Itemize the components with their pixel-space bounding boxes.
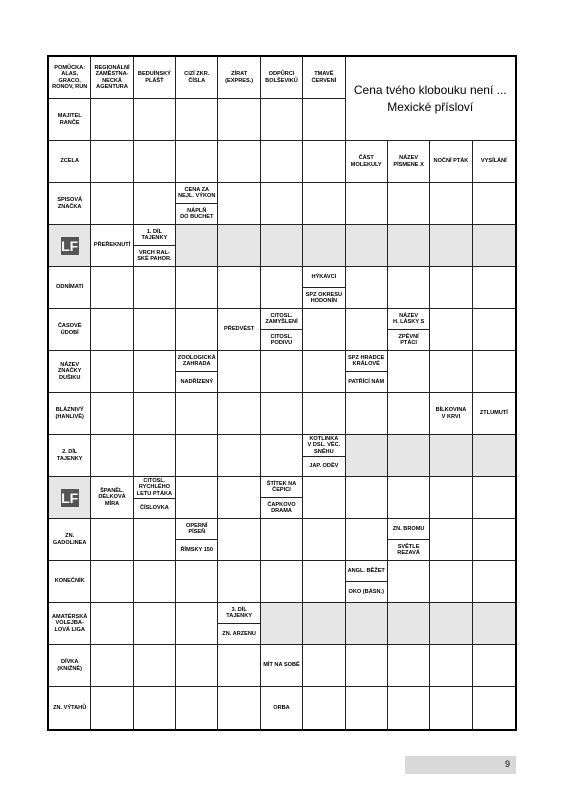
answer-cell[interactable] xyxy=(473,435,515,477)
answer-cell[interactable] xyxy=(388,393,430,435)
answer-cell[interactable] xyxy=(303,561,345,603)
answer-cell[interactable] xyxy=(261,267,303,309)
answer-cell[interactable] xyxy=(388,645,430,687)
answer-cell[interactable] xyxy=(176,267,218,309)
answer-cell[interactable] xyxy=(388,183,430,225)
answer-cell[interactable] xyxy=(388,603,430,645)
answer-cell[interactable] xyxy=(303,393,345,435)
clue-text: VYSÍLÁNÍ xyxy=(480,158,507,165)
answer-cell[interactable] xyxy=(176,141,218,183)
answer-cell[interactable] xyxy=(176,561,218,603)
clue-text: BLÁZNIVÝ (HANLIVĚ) xyxy=(55,407,84,420)
answer-cell[interactable] xyxy=(134,687,176,729)
lf-logo-icon: LF xyxy=(61,489,79,506)
clue-cell xyxy=(346,561,388,603)
clue-cell xyxy=(388,141,430,183)
answer-cell[interactable] xyxy=(176,99,218,141)
answer-cell[interactable] xyxy=(91,183,133,225)
answer-cell[interactable] xyxy=(218,687,260,729)
clue-text: ČÁST MOLEKULY xyxy=(350,155,382,168)
answer-cell[interactable] xyxy=(430,267,472,309)
clue-text: NÁPLŇ DO BUCHET xyxy=(176,203,217,224)
answer-cell[interactable] xyxy=(261,141,303,183)
clue-text: KOTLINKA V DSL. VĚC. SNĚHU xyxy=(307,436,341,455)
answer-cell[interactable] xyxy=(430,645,472,687)
answer-cell[interactable] xyxy=(134,267,176,309)
clue-cell xyxy=(261,645,303,687)
title-line-1: Cena tvého klobouku není ... xyxy=(353,83,507,98)
clue-text: KONEČNÍK xyxy=(54,578,85,585)
clue-text: MAJITEL RANČE xyxy=(57,113,82,126)
answer-cell[interactable] xyxy=(346,267,388,309)
answer-cell[interactable] xyxy=(346,645,388,687)
clue-text: NÁZEV ZNAČKY DUŠIKU xyxy=(58,361,82,381)
answer-cell[interactable] xyxy=(218,141,260,183)
clue-cell xyxy=(430,393,472,435)
clue-cell xyxy=(218,57,260,99)
answer-cell[interactable] xyxy=(91,309,133,351)
answer-cell[interactable] xyxy=(176,435,218,477)
clue-text: BEDUÍNSKÝ PLÁŠŤ xyxy=(137,71,171,84)
clue-text: PŘEDVÉST xyxy=(224,326,255,333)
clue-cell xyxy=(49,183,91,225)
answer-cell[interactable] xyxy=(261,183,303,225)
answer-cell[interactable] xyxy=(388,351,430,393)
answer-cell[interactable] xyxy=(218,99,260,141)
answer-cell[interactable] xyxy=(218,393,260,435)
answer-cell[interactable] xyxy=(473,183,515,225)
clue-text: SPZ HRADCE KRÁLOVÉ xyxy=(348,354,385,367)
answer-cell[interactable] xyxy=(346,477,388,519)
clue-cell xyxy=(49,57,91,99)
clue-text: 3. DÍL TAJENKY xyxy=(226,606,252,619)
clue-cell xyxy=(49,603,91,645)
clue-text: SPZ OKRESU HODONÍN xyxy=(303,287,344,308)
clue-text: ORBA xyxy=(273,704,290,711)
answer-cell[interactable] xyxy=(134,603,176,645)
clue-cell xyxy=(430,141,472,183)
clue-text: ANGL. BĚŽET xyxy=(347,567,385,574)
clue-text: VRCH RAL- SKÉ PAHOR. xyxy=(134,245,175,266)
clue-cell xyxy=(261,687,303,729)
answer-cell[interactable] xyxy=(303,183,345,225)
clue-cell xyxy=(388,309,430,351)
answer-cell[interactable] xyxy=(261,351,303,393)
clue-cell xyxy=(49,267,91,309)
clue-cell xyxy=(388,519,430,561)
clue-text: NADŘÍZENÝ xyxy=(176,371,217,392)
answer-cell[interactable] xyxy=(388,687,430,729)
answer-cell[interactable] xyxy=(303,99,345,141)
answer-cell[interactable] xyxy=(218,477,260,519)
answer-cell[interactable] xyxy=(430,309,472,351)
answer-cell[interactable] xyxy=(176,309,218,351)
answer-cell[interactable] xyxy=(346,309,388,351)
answer-cell[interactable] xyxy=(176,687,218,729)
answer-cell[interactable] xyxy=(473,309,515,351)
clue-cell xyxy=(176,183,218,225)
answer-cell[interactable] xyxy=(134,99,176,141)
clue-text: ZN. GADOLINEA xyxy=(52,533,87,546)
answer-cell[interactable] xyxy=(134,351,176,393)
clue-text: JAP. ODĚV xyxy=(303,456,344,476)
answer-cell[interactable] xyxy=(218,519,260,561)
clue-cell xyxy=(176,57,218,99)
clue-text: HÝKAVCI xyxy=(311,273,337,280)
clue-cell xyxy=(303,267,345,309)
clue-text: CITOSL. ZAMYŠLENÍ xyxy=(265,312,298,325)
clue-text: CITOSL. RYCHLÉHO LETU PTÁKA xyxy=(136,478,173,497)
answer-cell[interactable] xyxy=(346,603,388,645)
crossword-grid xyxy=(47,55,517,731)
logo-cell xyxy=(49,225,91,267)
answer-cell[interactable] xyxy=(430,687,472,729)
answer-cell[interactable] xyxy=(346,519,388,561)
clue-cell xyxy=(49,309,91,351)
clue-text: PATŘÍCÍ NÁM xyxy=(346,371,387,392)
answer-cell[interactable] xyxy=(473,645,515,687)
answer-cell[interactable] xyxy=(261,519,303,561)
clue-text: NÁZEV PÍSMENE X xyxy=(393,155,424,168)
clue-text: ŘÍMSKY 150 xyxy=(176,539,217,560)
answer-cell[interactable] xyxy=(91,99,133,141)
clue-cell xyxy=(49,435,91,477)
clue-cell xyxy=(49,519,91,561)
answer-cell[interactable] xyxy=(303,309,345,351)
answer-cell[interactable] xyxy=(176,225,218,267)
clue-text: OPERNÍ PÍSEŇ xyxy=(186,522,208,535)
answer-cell[interactable] xyxy=(388,561,430,603)
answer-cell[interactable] xyxy=(473,225,515,267)
clue-text: ODNÍMATI xyxy=(56,284,84,291)
clue-cell xyxy=(303,435,345,477)
logo-cell xyxy=(49,477,91,519)
answer-cell[interactable] xyxy=(473,603,515,645)
clue-cell xyxy=(176,351,218,393)
answer-cell[interactable] xyxy=(91,351,133,393)
answer-cell[interactable] xyxy=(303,225,345,267)
answer-cell[interactable] xyxy=(261,561,303,603)
answer-cell[interactable] xyxy=(91,141,133,183)
answer-cell[interactable] xyxy=(388,225,430,267)
answer-cell[interactable] xyxy=(303,477,345,519)
clue-text: ČÍSLOVKA xyxy=(134,498,175,518)
answer-cell[interactable] xyxy=(346,183,388,225)
lf-logo-icon: LF xyxy=(61,237,79,254)
answer-cell[interactable] xyxy=(134,519,176,561)
clue-text: ŠPANĚL. DÉLKOVÁ MÍRA xyxy=(98,487,126,507)
clue-cell xyxy=(303,57,345,99)
clue-text: NÁZEV H. LÁSKY S xyxy=(392,312,425,325)
answer-cell[interactable] xyxy=(176,477,218,519)
answer-cell[interactable] xyxy=(430,603,472,645)
answer-cell[interactable] xyxy=(346,687,388,729)
clue-cell xyxy=(261,477,303,519)
clue-cell xyxy=(134,477,176,519)
clue-text: TMAVĚ ČERVENÍ xyxy=(311,71,337,84)
answer-cell[interactable] xyxy=(473,519,515,561)
clue-text: POMŮCKA: ALAS, GRACO, RONOV, RUN xyxy=(52,64,88,90)
answer-cell[interactable] xyxy=(473,267,515,309)
answer-cell[interactable] xyxy=(303,141,345,183)
answer-cell[interactable] xyxy=(388,435,430,477)
answer-cell[interactable] xyxy=(430,225,472,267)
clue-text: BÍLKOVINA V KRVI xyxy=(435,407,467,420)
clue-cell xyxy=(49,351,91,393)
answer-cell[interactable] xyxy=(218,351,260,393)
answer-cell[interactable] xyxy=(473,561,515,603)
puzzle-title xyxy=(346,57,515,141)
answer-cell[interactable] xyxy=(473,477,515,519)
clue-text: ZPĚVNÍ PTÁCI xyxy=(388,329,429,350)
clue-cell xyxy=(49,687,91,729)
answer-cell[interactable] xyxy=(218,225,260,267)
answer-cell[interactable] xyxy=(261,603,303,645)
answer-cell[interactable] xyxy=(91,561,133,603)
answer-cell[interactable] xyxy=(261,225,303,267)
answer-cell[interactable] xyxy=(430,477,472,519)
answer-cell[interactable] xyxy=(430,351,472,393)
answer-cell[interactable] xyxy=(218,183,260,225)
answer-cell[interactable] xyxy=(388,267,430,309)
clue-cell xyxy=(134,225,176,267)
answer-cell[interactable] xyxy=(303,645,345,687)
answer-cell[interactable] xyxy=(91,519,133,561)
clue-cell xyxy=(346,141,388,183)
answer-cell[interactable] xyxy=(91,603,133,645)
clue-text: DÍVKA (KNIŽNĚ) xyxy=(57,659,82,672)
answer-cell[interactable] xyxy=(430,183,472,225)
clue-text: CITOSL. PODIVU xyxy=(261,329,302,350)
answer-cell[interactable] xyxy=(303,351,345,393)
clue-cell xyxy=(91,225,133,267)
answer-cell[interactable] xyxy=(303,687,345,729)
clue-cell xyxy=(346,351,388,393)
answer-cell[interactable] xyxy=(134,645,176,687)
answer-cell[interactable] xyxy=(218,267,260,309)
clue-text: ČAPKOVO DRAMA xyxy=(261,497,302,518)
answer-cell[interactable] xyxy=(91,645,133,687)
clue-cell xyxy=(473,393,515,435)
clue-text: ODPŮRCI BOLŠEVIKŮ xyxy=(265,71,298,84)
clue-text: ZN. VÝTAHŮ xyxy=(53,704,87,711)
clue-text: 2. DÍL TAJENKY xyxy=(56,449,83,462)
answer-cell[interactable] xyxy=(430,561,472,603)
clue-text: 1. DÍL TAJENKY xyxy=(141,228,168,241)
answer-cell[interactable] xyxy=(134,309,176,351)
answer-cell[interactable] xyxy=(134,141,176,183)
answer-cell[interactable] xyxy=(473,351,515,393)
answer-cell[interactable] xyxy=(218,435,260,477)
answer-cell[interactable] xyxy=(261,435,303,477)
clue-cell xyxy=(218,309,260,351)
page-number: 9 xyxy=(504,759,510,769)
answer-cell[interactable] xyxy=(176,393,218,435)
clue-text: ČASOVÉ ÚDOBÍ xyxy=(57,323,82,336)
clue-text: MÍT NA SOBĚ xyxy=(263,662,300,669)
answer-cell[interactable] xyxy=(346,435,388,477)
clue-cell xyxy=(218,603,260,645)
page-number-box xyxy=(405,756,516,774)
answer-cell[interactable] xyxy=(388,477,430,519)
clue-text: NOČNÍ PTÁK xyxy=(433,158,469,165)
clue-text: ZN. ARZENU xyxy=(218,623,259,644)
answer-cell[interactable] xyxy=(473,687,515,729)
clue-text: ZN. BROMU xyxy=(392,525,425,532)
answer-cell[interactable] xyxy=(134,435,176,477)
clue-cell xyxy=(134,57,176,99)
clue-text: ŠTÍTEK NA ČEPICI xyxy=(266,480,297,493)
clue-cell xyxy=(91,57,133,99)
answer-cell[interactable] xyxy=(91,687,133,729)
clue-cell xyxy=(49,561,91,603)
answer-cell[interactable] xyxy=(91,435,133,477)
clue-text: CENA ZA NEJL. VÝKON xyxy=(178,186,216,199)
clue-cell xyxy=(261,57,303,99)
clue-text: AMATÉRSKÁ VOLEJBA- LOVÁ LIGA xyxy=(52,613,88,633)
clue-cell xyxy=(176,519,218,561)
clue-cell xyxy=(49,645,91,687)
clue-text: ZCELA xyxy=(60,158,79,165)
answer-cell[interactable] xyxy=(261,99,303,141)
answer-cell[interactable] xyxy=(134,393,176,435)
clue-text: CIZÍ ZKR. ČÍSLA xyxy=(184,71,210,84)
clue-text: REGIONÁLNÍ ZAMĚSTNA- NECKÁ AGENTURA xyxy=(94,64,130,90)
answer-cell[interactable] xyxy=(303,519,345,561)
clue-text: SPISOVÁ ZNAČKA xyxy=(57,197,83,210)
clue-text: SVĚTLE REZAVÁ xyxy=(388,539,429,560)
answer-cell[interactable] xyxy=(218,561,260,603)
answer-cell[interactable] xyxy=(91,267,133,309)
clue-cell xyxy=(91,477,133,519)
clue-text: ZOOLOGICKÁ ZAHRADA xyxy=(177,354,216,367)
clue-cell xyxy=(473,141,515,183)
clue-cell xyxy=(49,393,91,435)
answer-cell[interactable] xyxy=(176,645,218,687)
answer-cell[interactable] xyxy=(134,183,176,225)
answer-cell[interactable] xyxy=(430,435,472,477)
answer-cell[interactable] xyxy=(430,519,472,561)
title-line-2: Mexické přísloví xyxy=(387,99,474,114)
clue-text: OKO (BÁSN.) xyxy=(346,581,387,602)
clue-text: ZÍRAT (EXPRES.) xyxy=(225,71,254,84)
clue-cell xyxy=(49,99,91,141)
answer-cell[interactable] xyxy=(176,603,218,645)
answer-cell[interactable] xyxy=(346,393,388,435)
answer-cell[interactable] xyxy=(91,393,133,435)
answer-cell[interactable] xyxy=(346,225,388,267)
clue-text: PŘEŘEKNUTÍ xyxy=(93,242,131,249)
answer-cell[interactable] xyxy=(218,645,260,687)
clue-text: ZTLUMUTÍ xyxy=(479,410,508,417)
answer-cell[interactable] xyxy=(134,561,176,603)
clue-cell xyxy=(49,141,91,183)
answer-cell[interactable] xyxy=(303,603,345,645)
answer-cell[interactable] xyxy=(261,393,303,435)
clue-cell xyxy=(261,309,303,351)
